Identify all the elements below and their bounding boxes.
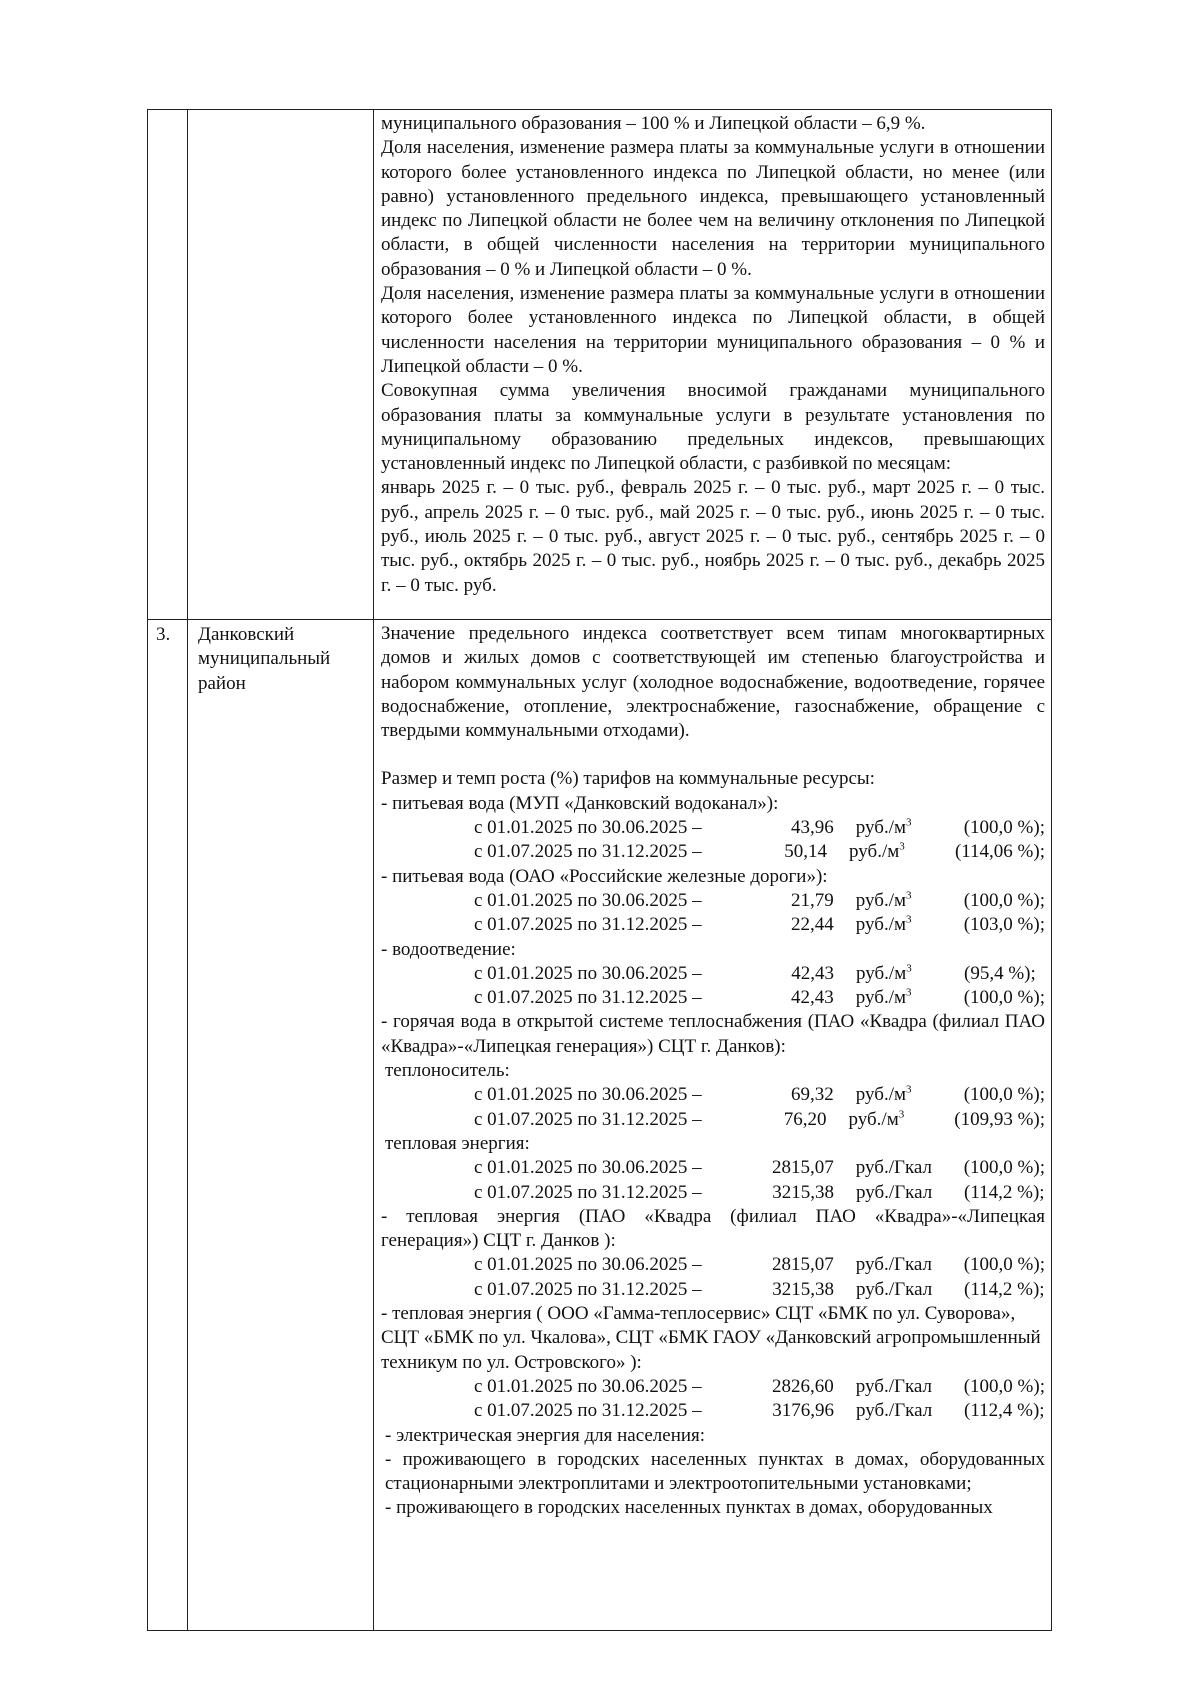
tariff-subgroup-label: тепловая энергия:	[385, 1132, 530, 1154]
description-cell	[374, 620, 1052, 1631]
row-number: 3.	[156, 624, 171, 645]
tariff-group-title: - горячая вода в открытой системе теплоснабжения (ПАО «Квадра (филиал ПАО «Квадра»-«Липецкая генерация») СЦТ г. Данков):	[381, 1011, 1045, 1057]
paragraph: Совокупная сумма увеличения вносимой гражданами муниципального образования платы за коммунальные услуги в результате установления по муниципальному образованию предельных индексов, превышающих установленный индекс по Липецкой области, с разбивкой по месяцам:	[381, 380, 1045, 475]
tariff-rate-line: с 01.01.2025 по 30.06.2025 – 2815,07 руб./Гкал (100,0 %);	[474, 1254, 1045, 1276]
municipality-name: Данковский муниципальный район	[198, 624, 331, 694]
tariffs-heading: Размер и темп роста (%) тарифов на коммунальные ресурсы:	[381, 768, 875, 790]
tariff-group-title: - питьевая вода (МУП «Данковский водоканал»):	[381, 792, 779, 814]
paragraph: Доля населения, изменение размера платы за коммунальные услуги в отношении которого более установленного индекса по Липецкой области, но менее (или равно) установленного предельного индекса, превышающего установленный индекс по Липецкой области не более чем на величину отклонения по Липецкой области, в общей численности населения на территории муниципального образования – 0 % и Липецкой области – 0 %.	[381, 137, 1045, 280]
table-row	[148, 110, 1052, 620]
tariff-rate-line: с 01.01.2025 по 30.06.2025 – 2826,60 руб./Гкал (100,0 %);	[474, 1375, 1045, 1397]
tariff-rate-line: с 01.07.2025 по 31.12.2025 – 3176,96 руб./Гкал (112,4 %);	[474, 1400, 1045, 1422]
municipality-cell	[188, 620, 374, 1631]
paragraph: муниципального образования – 100 % и Липецкой области – 6,9 %.	[381, 113, 926, 134]
electric-item: - проживающего в городских населенных пунктах в домах, оборудованных	[385, 1497, 993, 1519]
tariff-group-title: - тепловая энергия (ПАО «Квадра (филиал ПАО «Квадра»-«Липецкая генерация») СЦТ г. Данков ):	[381, 1205, 1045, 1252]
table-row	[148, 620, 1052, 1631]
index-table	[147, 109, 1052, 1631]
paragraph: январь 2025 г. – 0 тыс. руб., февраль 2025 г. – 0 тыс. руб., март 2025 г. – 0 тыс. руб., апрель 2025 г. – 0 тыс. руб., май 2025 г. – 0 тыс. руб., июнь 2025 г. – 0 тыс. руб., июль 2025 г. – 0 тыс. руб., август 2025 г. – 0 тыс. руб., сентябрь 2025 г. – 0 тыс. руб., октябрь 2025 г. – 0 тыс. руб., ноябрь 2025 г. – 0 тыс. руб., декабрь 2025 г. – 0 тыс. руб.	[381, 477, 1045, 596]
tariff-group-title: - тепловая энергия ( ООО «Гамма-теплосервис» СЦТ «БМК по ул. Суворова», СЦТ «БМК по ул. Чкалова», СЦТ «БМК ГАОУ «Данковский агропромышленный техникум по ул. Островского» ):	[381, 1303, 1041, 1373]
tariff-rate-line: с 01.07.2025 по 31.12.2025 – 3215,38 руб./Гкал (114,2 %);	[474, 1181, 1045, 1203]
tariff-rate-line: с 01.07.2025 по 31.12.2025 – 42,43 $руб./м^3$ (100,0 %);	[474, 986, 1045, 1009]
tariff-rate-line: с 01.07.2025 по 31.12.2025 – 22,44 $руб./м^3$ (103,0 %);	[474, 913, 1045, 936]
tariff-rate-line: с 01.01.2025 по 30.06.2025 – 42,43 $руб./м^3$ (95,4 %);	[474, 962, 1036, 984]
tariff-group-title: - водоотведение:	[381, 938, 516, 960]
tariff-rate-line: с 01.01.2025 по 30.06.2025 – 21,79 $руб./м^3$ (100,0 %);	[474, 889, 1045, 911]
municipality-cell	[188, 110, 374, 620]
tariff-group-title: - питьевая вода (ОАО «Российские железные дороги»):	[381, 865, 828, 887]
tariff-rate-line: с 01.07.2025 по 31.12.2025 – 3215,38 руб./Гкал (114,2 %);	[474, 1278, 1045, 1300]
description-cell	[374, 110, 1052, 620]
row-number-cell	[148, 110, 188, 620]
tariff-rate-line: с 01.01.2025 по 30.06.2025 – 2815,07 руб./Гкал (100,0 %);	[474, 1157, 1045, 1179]
row-number-cell	[148, 620, 188, 1631]
electric-title: - электрическая энергия для населения:	[385, 1424, 706, 1446]
intro-paragraph: Значение предельного индекса соответствует всем типам многоквартирных домов и жилых домов с соответствующей им степенью благоустройства и набором коммунальных услуг (холодное водоснабжение, водоотведение, горячее водоснабжение, отопление, электроснабжение, газоснабжение, обращение с твердыми коммунальными отходами).	[381, 623, 1045, 742]
electric-item: - проживающего в городских населенных пунктах в домах, оборудованных стационарными электроплитами и электроотопительными установками;	[385, 1448, 1045, 1495]
tariff-rate-line: с 01.07.2025 по 31.12.2025 – 50,14 $руб./м^3$ (114,06 %);	[474, 841, 1045, 863]
paragraph: Доля населения, изменение размера платы за коммунальные услуги в отношении которого более установленного индекса по Липецкой области, в общей численности населения на территории муниципального образования – 0 % и Липецкой области – 0 %.	[381, 283, 1045, 377]
tariff-subgroup-label: теплоноситель:	[385, 1060, 510, 1082]
tariff-rate-line: с 01.07.2025 по 31.12.2025 – 76,20 $руб./м^3$ (109,93 %);	[474, 1108, 1046, 1130]
tariff-rate-line: с 01.01.2025 по 30.06.2025 – 69,32 $руб./м^3$ (100,0 %);	[474, 1084, 1045, 1106]
tariff-rate-line: с 01.01.2025 по 30.06.2025 – 43,96 $руб./м^3$ (100,0 %);	[474, 816, 1045, 839]
